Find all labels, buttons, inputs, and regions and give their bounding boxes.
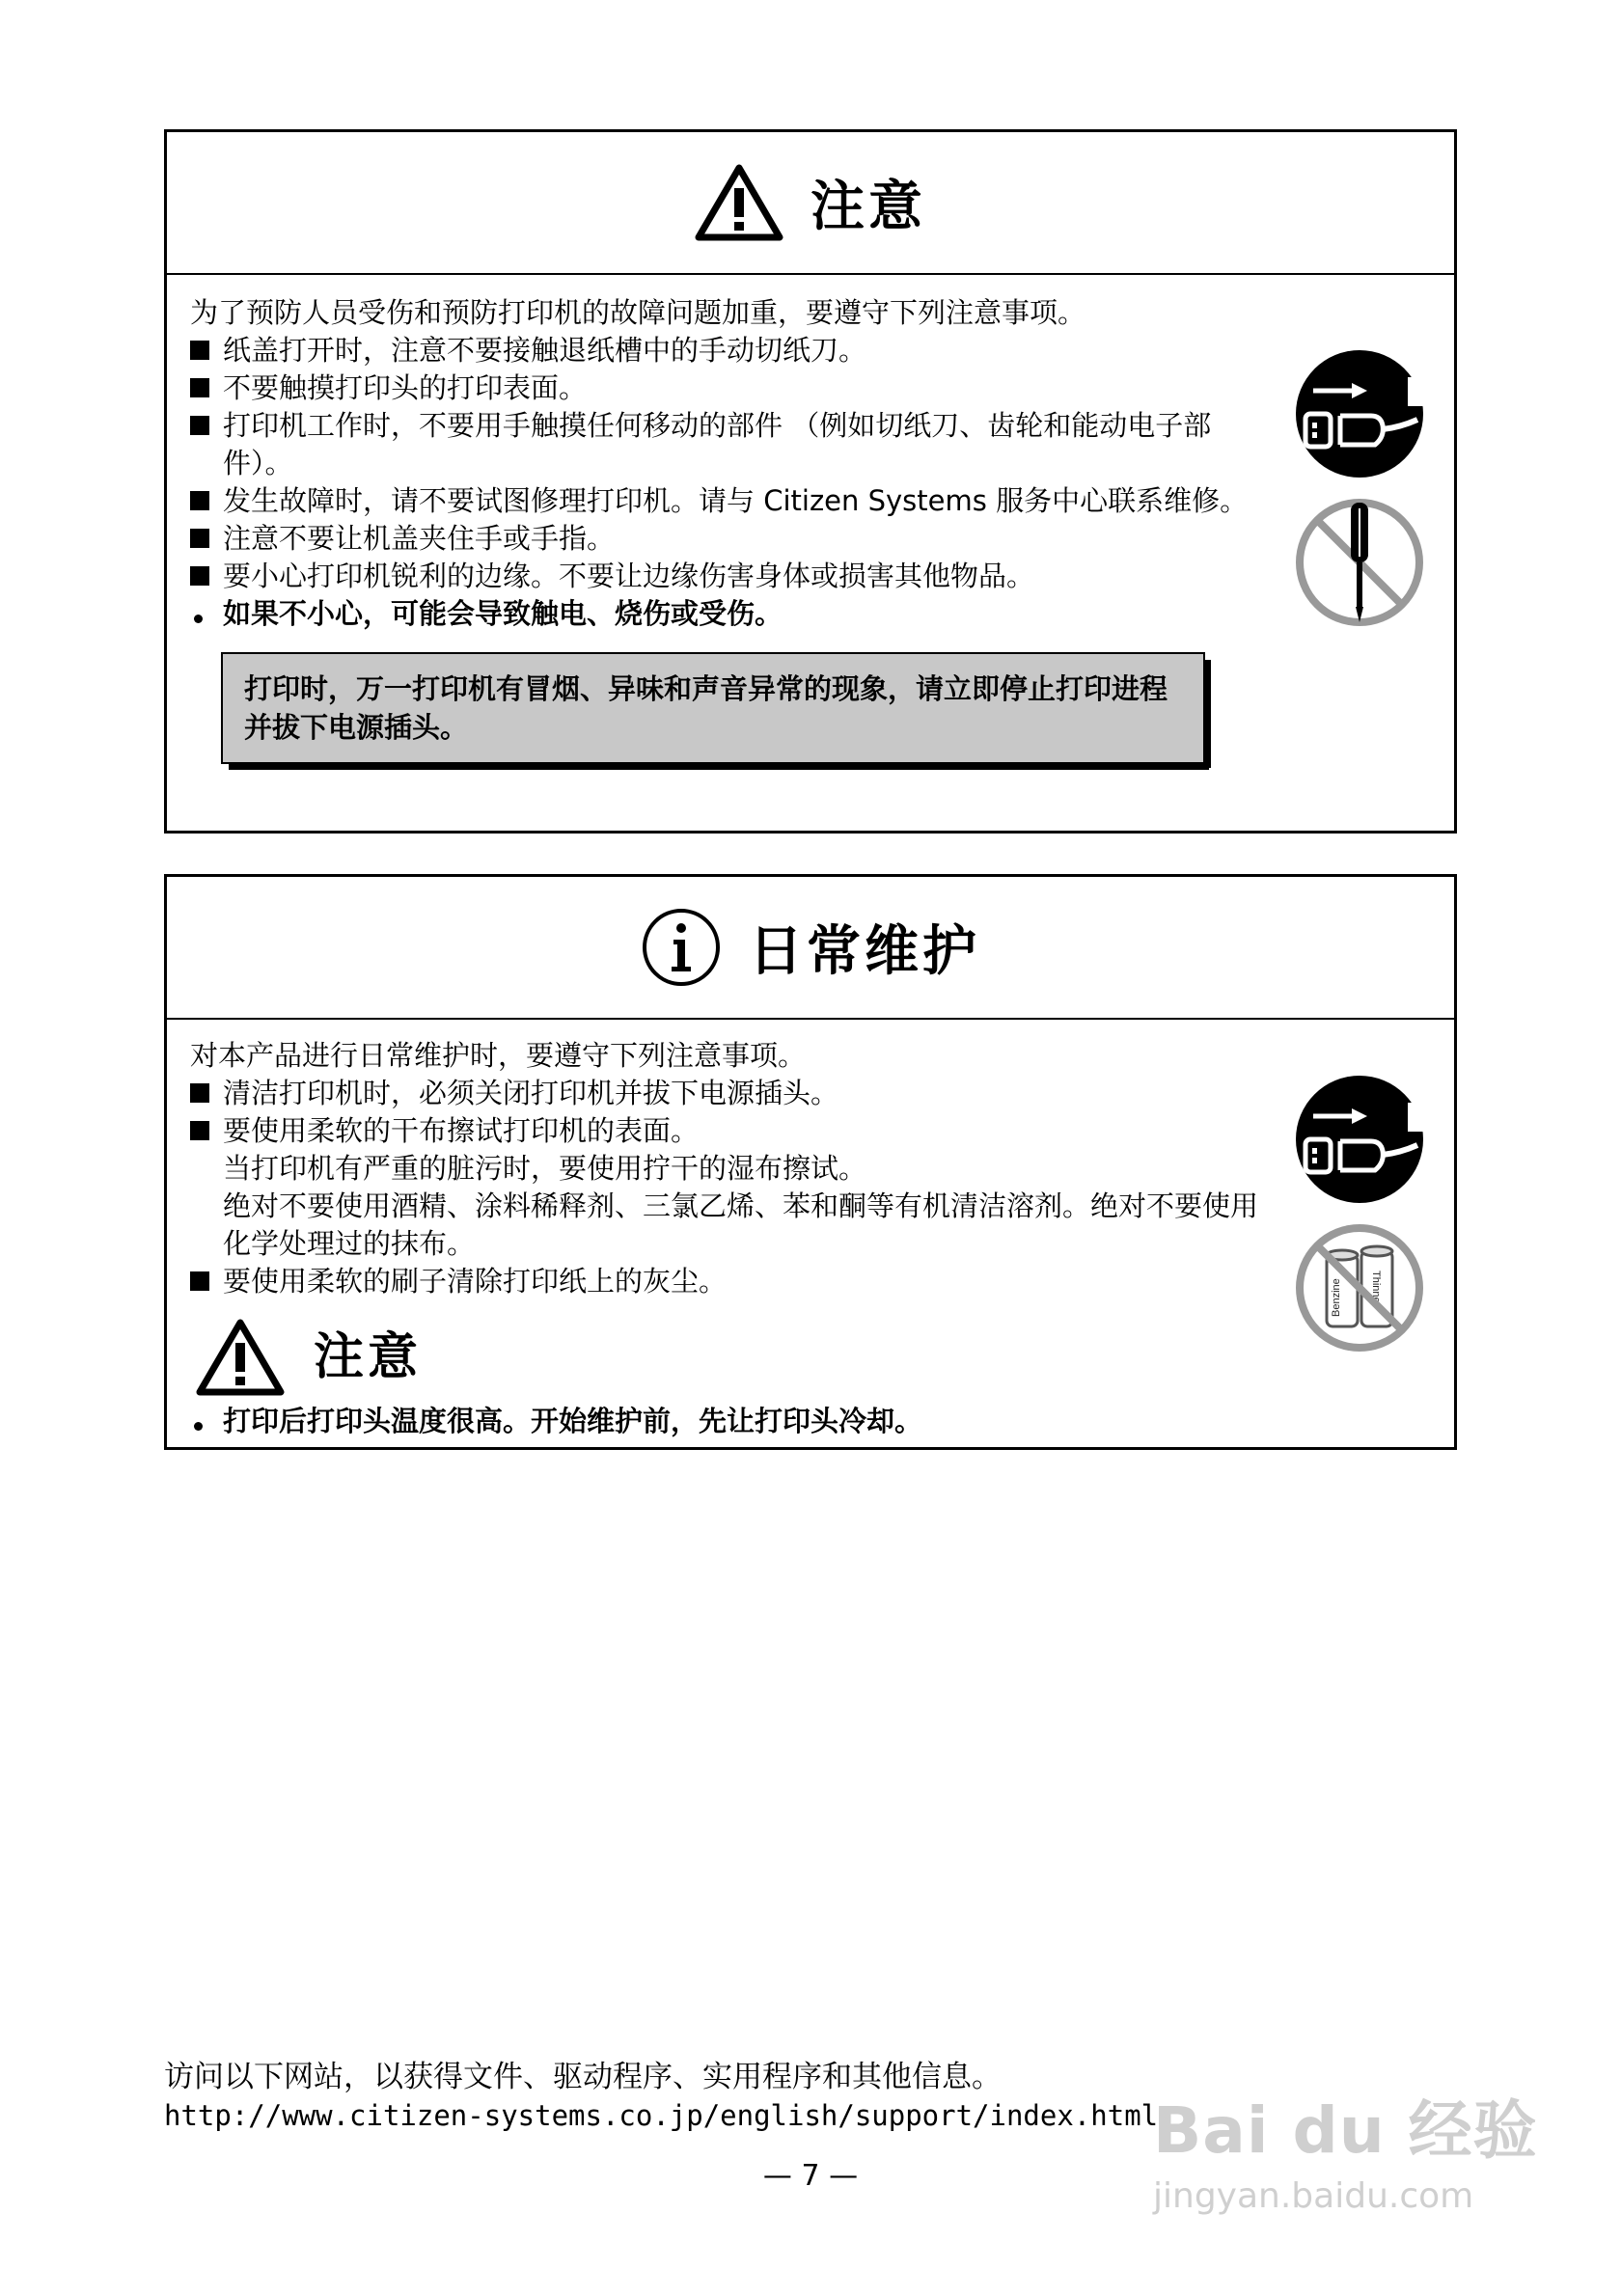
footer — [164, 2058, 1158, 2135]
caution-box — [164, 129, 1457, 834]
info-icon — [641, 907, 722, 988]
bullet-dot-icon — [194, 615, 203, 623]
list-item: 纸盖打开时，注意不要接触退纸槽中的手动切纸刀。 — [190, 332, 1454, 369]
support-url-link[interactable]: http://www.citizen-systems.co.jp/english/support/index.html — [164, 2099, 1159, 2132]
bullet-square-icon — [190, 378, 209, 397]
caution-icons — [1294, 348, 1425, 628]
unplug-icon — [1294, 1074, 1425, 1205]
bullet-square-icon — [190, 491, 209, 510]
bullet-square-icon — [190, 1083, 209, 1103]
maintenance-box — [164, 874, 1457, 1450]
bullet-square-icon — [190, 1121, 209, 1140]
benzine-label: Benzine — [1331, 1278, 1342, 1317]
maintenance-caution-heading — [196, 1318, 1454, 1397]
list-item-continued: 绝对不要使用酒精、涂料稀释剂、三氯乙烯、苯和酮等有机清洁溶剂。绝对不要使用化学处理过的抹布。 — [223, 1189, 1259, 1260]
list-item: 打印机工作时，不要用手触摸任何移动的部件 （例如切纸刀、齿轮和能动电子部件）。 — [190, 407, 1454, 482]
maintenance-caution-title: 注意 — [314, 1327, 423, 1386]
bullet-square-icon — [190, 1271, 209, 1291]
caution-title: 注意 — [810, 176, 926, 238]
bullet-square-icon — [190, 341, 209, 360]
emergency-warning-box: 打印时，万一打印机有冒烟、异味和声音异常的现象，请立即停止打印进程并拔下电源插头。 — [221, 652, 1205, 764]
footer-visit-text: 访问以下网站，以获得文件、驱动程序、实用程序和其他信息。 — [164, 2060, 1002, 2094]
bullet-dot-icon — [194, 1422, 203, 1431]
warning-triangle-icon — [695, 163, 783, 242]
watermark-brand: Bai du 经验 — [1153, 2093, 1538, 2168]
maintenance-intro: 对本产品进行日常维护时，要遵守下列注意事项。 — [190, 1039, 807, 1072]
caution-body — [167, 275, 1454, 764]
bold-note: 如果不小心，可能会导致触电、烧伤或受伤。 — [190, 595, 1454, 633]
list-item: 清洁打印机时，必须关闭打印机并拔下电源插头。 — [190, 1075, 1454, 1112]
bullet-square-icon — [190, 566, 209, 586]
unplug-icon — [1294, 348, 1425, 479]
baidu-watermark — [1153, 2079, 1538, 2216]
maintenance-title: 日常维护 — [749, 920, 980, 983]
watermark-site: jingyan.baidu.com — [1153, 2176, 1474, 2216]
list-item: 要使用柔软的干布擦试打印机的表面。 — [190, 1112, 1454, 1150]
list-item: 要小心打印机锐利的边缘。不要让边缘伤害身体或损害其他物品。 — [190, 558, 1454, 595]
no-solvent-icon — [1294, 1222, 1425, 1353]
bold-note: 打印后打印头温度很高。开始维护前，先让打印头冷却。 — [190, 1403, 1454, 1440]
maintenance-icons — [1294, 1074, 1425, 1353]
list-item: 注意不要让机盖夹住手或手指。 — [190, 520, 1454, 558]
bullet-square-icon — [190, 416, 209, 435]
caution-header — [167, 132, 1454, 275]
list-item: 要使用柔软的刷子清除打印纸上的灰尘。 — [190, 1263, 1454, 1300]
list-item: 发生故障时，请不要试图修理打印机。请与 Citizen Systems 服务中心联系维修。 — [190, 482, 1454, 520]
list-item: 不要触摸打印头的打印表面。 — [190, 369, 1454, 407]
no-screwdriver-icon — [1294, 497, 1425, 628]
warning-triangle-icon — [196, 1318, 285, 1397]
page-number: — 7 — — [762, 2159, 859, 2193]
thinner-label: Thinner — [1370, 1271, 1382, 1307]
caution-intro: 为了预防人员受伤和预防打印机的故障问题加重，要遵守下列注意事项。 — [190, 296, 1086, 329]
list-item-continued: 当打印机有严重的脏污时，要使用拧干的湿布擦试。 — [223, 1152, 867, 1185]
maintenance-header — [167, 877, 1454, 1020]
maintenance-body — [167, 1020, 1454, 1440]
bullet-square-icon — [190, 529, 209, 548]
